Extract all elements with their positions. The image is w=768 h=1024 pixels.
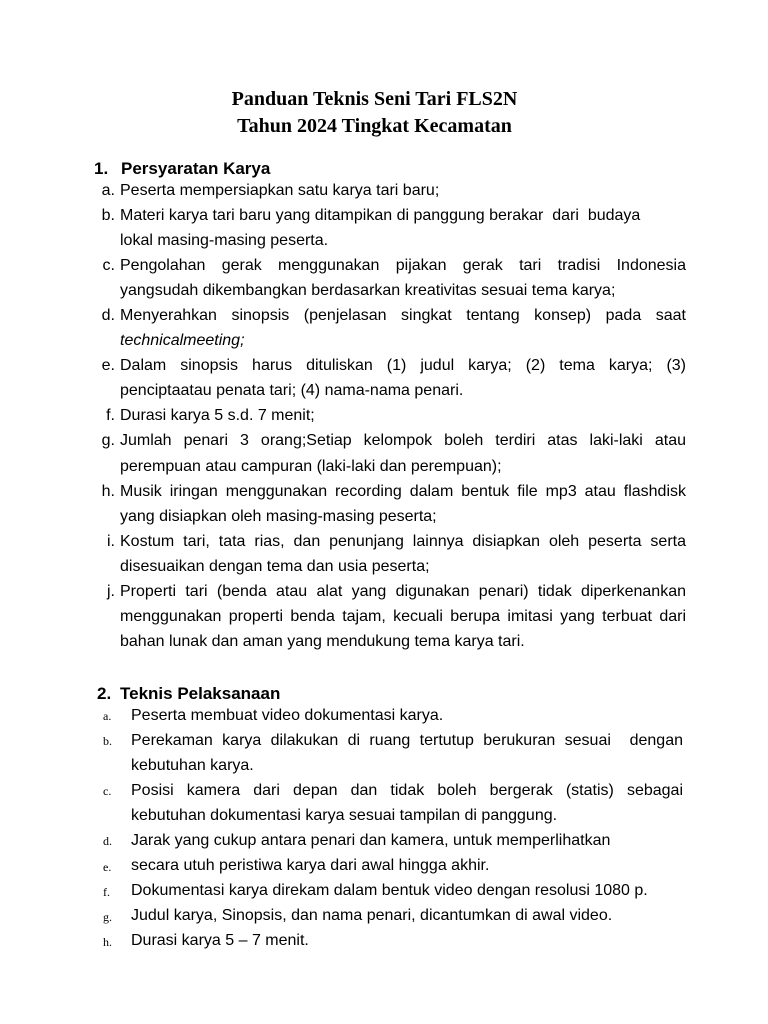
procedure-item [0,903,768,928]
requirement-item [0,403,768,428]
item-body [131,878,683,903]
item-line: Posisi kamera dari depan dan tidak boleh bergerak (statis) sebagai [131,781,683,799]
requirement-item [0,529,768,579]
item-marker: h. [101,482,115,500]
item-line: Kostum tari, tata rias, dan penunjang lainnya disiapkan oleh peserta serta [120,532,686,550]
item-body [131,928,683,953]
item-body [131,703,683,728]
item-body [120,529,686,579]
item-marker: a. [101,181,115,199]
procedure-item [0,703,768,728]
item-body [120,353,686,403]
item-body [131,853,683,878]
item-line: Peserta mempersiapkan satu karya tari baru; [120,181,440,199]
item-line: kebutuhan dokumentasi karya sesuai tampilan di panggung. [131,806,558,824]
item-marker: e. [101,357,115,375]
item-body [120,178,686,203]
procedure-item [0,728,768,778]
item-marker: d. [103,834,112,849]
item-line: Judul karya, Sinopsis, dan nama penari, dicantumkan di awal video. [131,907,613,925]
item-body [131,728,683,778]
item-line: secara utuh peristiwa karya dari awal hingga akhir. [131,857,490,875]
item-body [120,579,686,654]
item-marker: g. [103,909,112,924]
item-marker: c. [102,256,115,274]
item-marker: h. [103,934,112,949]
procedure-item [0,778,768,828]
item-marker: a. [103,709,112,723]
item-body [131,903,683,928]
item-line: Dokumentasi karya direkam dalam bentuk video dengan resolusi 1080 p. [131,882,648,900]
item-line: Perekaman karya dilakukan di ruang tertutup berukuran sesuai dengan [131,731,683,749]
item-marker: j. [107,583,115,600]
requirement-item [0,203,768,253]
requirement-item [0,253,768,303]
item-marker: f. [103,884,110,899]
item-line: yangsudah dikembangkan berdasarkan kreativitas sesuai tema karya; [120,281,616,299]
requirement-item [0,479,768,529]
section-number: 2. [97,683,112,703]
procedure-item [0,878,768,903]
section-number: 1. [94,158,109,178]
item-body [120,428,686,478]
item-body [120,253,686,303]
section-title: Teknis Pelaksanaan [120,683,281,703]
item-marker: b. [103,734,112,749]
item-line: yang disiapkan oleh masing-masing peserta; [120,507,437,525]
item-line: disesuaikan dengan tema dan usia peserta; [120,557,430,575]
item-line: Menyerahkan sinopsis (penjelasan singkat tentang konsep) pada saat [120,306,686,324]
item-marker: f. [106,407,115,425]
title-line-1: Panduan Teknis Seni Tari FLS2N [231,87,518,110]
document-title [0,86,749,140]
item-marker: g. [101,432,115,450]
item-body [120,303,686,353]
item-line: bahan lunak dan aman yang mendukung tema karya tari. [120,633,525,651]
item-line: technicalmeeting; [120,332,245,350]
item-line: Durasi karya 5 s.d. 7 menit; [120,407,315,425]
procedure-item [0,853,768,878]
item-body [131,828,683,853]
item-body [120,403,686,428]
item-body [120,203,686,253]
item-line: perempuan atau campuran (laki-laki dan perempuan); [120,457,502,475]
requirements-list [0,178,768,655]
item-marker: e. [103,859,112,874]
item-line: Jarak yang cukup antara penari dan kamera, untuk memperlihatkan [131,831,611,849]
procedure-item [0,828,768,853]
item-line: Durasi karya 5 – 7 menit. [131,932,309,950]
item-body [131,778,683,828]
procedure-list [0,703,768,954]
item-line: Musik iringan menggunakan recording dalam bentuk file mp3 atau flashdisk [120,482,686,500]
section-title: Persyaratan Karya [121,158,271,178]
title-line-2: Tahun 2024 Tingkat Kecamatan [237,114,512,137]
requirement-item [0,303,768,353]
item-marker: i. [107,532,115,550]
item-marker: d. [101,306,115,324]
requirement-item [0,178,768,203]
item-line: Jumlah penari 3 orang;Setiap kelompok boleh terdiri atas laki-laki atau [120,432,686,450]
item-marker: b. [101,206,115,224]
item-line: menggunakan properti benda tajam, kecuali berupa imitasi yang terbuat dari [120,608,686,626]
item-line: penciptaatau penata tari; (4) nama-nama penari. [120,382,464,400]
item-line: Dalam sinopsis harus dituliskan (1) judul karya; (2) tema karya; (3) [120,357,686,375]
item-marker: c. [103,784,112,799]
requirement-item [0,579,768,654]
item-line: Pengolahan gerak menggunakan pijakan gerak tari tradisi Indonesia [120,256,686,274]
item-line: Peserta membuat video dokumentasi karya. [131,706,444,724]
requirement-item [0,353,768,403]
item-line: kebutuhan karya. [131,756,254,774]
procedure-item [0,928,768,953]
item-body [120,479,686,529]
requirement-item [0,428,768,478]
item-line: Materi karya tari baru yang ditampikan di panggung berakar dari budaya [120,206,641,224]
item-line: Properti tari (benda atau alat yang digunakan penari) tidak diperkenankan [120,583,686,600]
item-line: lokal masing-masing peserta. [120,231,329,249]
